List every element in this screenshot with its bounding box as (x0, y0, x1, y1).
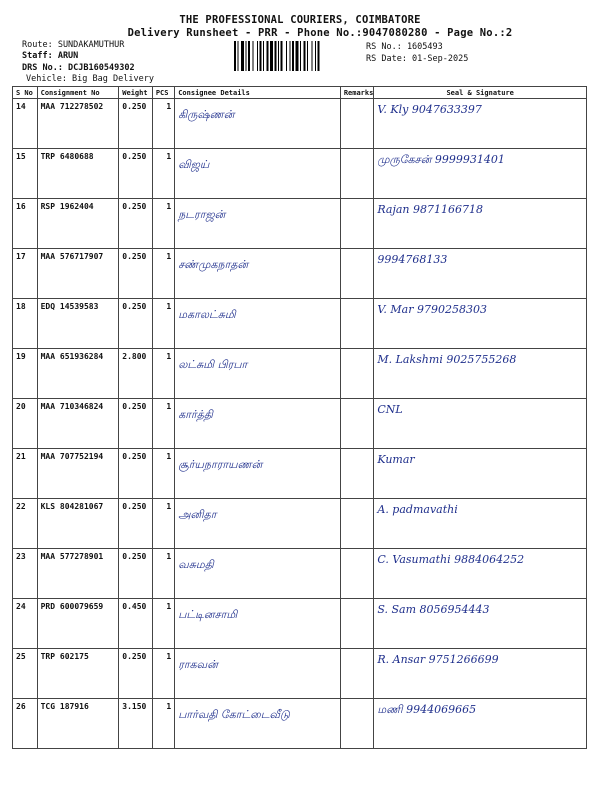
cell-weight: 0.250 (119, 499, 153, 549)
table-row (13, 449, 587, 499)
cell-consignment-no: MAA 577278901 (37, 549, 119, 599)
table-row (13, 399, 587, 449)
cell-pcs: 1 (152, 149, 174, 199)
cell-consignee-name: பட்டினசாமி (175, 599, 341, 649)
table-row (13, 99, 587, 149)
cell-pcs: 1 (152, 699, 174, 749)
cell-signature: V. Kly 9047633397 (374, 99, 587, 149)
cell-sno: 23 (13, 549, 38, 599)
cell-remarks (340, 299, 374, 349)
cell-remarks (340, 699, 374, 749)
cell-consignee-name: சண்முகநாதன் (175, 249, 341, 299)
cell-consignee-name: ராகவன் (175, 649, 341, 699)
document-subtitle: Delivery Runsheet - PRR - Phone No.:9047080280 - Page No.:2 (127, 27, 513, 39)
cell-signature: 9994768133 (374, 249, 587, 299)
cell-consignment-no: RSP 1962404 (37, 199, 119, 249)
cell-pcs: 1 (152, 199, 174, 249)
cell-remarks (340, 149, 374, 199)
cell-remarks (340, 549, 374, 599)
cell-pcs: 1 (152, 99, 174, 149)
rs-date: RS Date: 01-Sep-2025 (366, 53, 469, 64)
cell-weight: 0.250 (119, 549, 153, 599)
cell-remarks (340, 349, 374, 399)
cell-remarks (340, 399, 374, 449)
cell-weight: 0.450 (119, 599, 153, 649)
cell-signature: C. Vasumathi 9884064252 (374, 549, 587, 599)
cell-consignment-no: TCG 187916 (37, 699, 119, 749)
cell-consignment-no: EDQ 14539583 (37, 299, 119, 349)
cell-pcs: 1 (152, 399, 174, 449)
cell-sno: 20 (13, 399, 38, 449)
cell-sno: 19 (13, 349, 38, 399)
cell-remarks (340, 649, 374, 699)
column-header-pcs: PCS (152, 87, 174, 99)
cell-weight: 0.250 (119, 149, 153, 199)
cell-pcs: 1 (152, 649, 174, 699)
table-row (13, 599, 587, 649)
runsheet-meta-right (366, 42, 468, 65)
cell-sno: 16 (13, 199, 38, 249)
runsheet-table (12, 86, 587, 749)
cell-signature: A. padmavathi (374, 499, 587, 549)
table-row (13, 249, 587, 299)
cell-pcs: 1 (152, 599, 174, 649)
column-header-remarks: Remarks (340, 87, 374, 99)
cell-consignee-name: மகாலட்சுமி (175, 299, 341, 349)
cell-consignment-no: KLS 804281067 (37, 499, 119, 549)
cell-signature: CNL (374, 399, 587, 449)
cell-consignee-name: அனிதா (175, 499, 341, 549)
cell-remarks (340, 199, 374, 249)
column-header-weight: Weight (119, 87, 153, 99)
cell-consignment-no: MAA 576717907 (37, 249, 119, 299)
cell-sno: 15 (13, 149, 38, 199)
column-header-sno: S No (13, 87, 38, 99)
cell-remarks (340, 499, 374, 549)
cell-pcs: 1 (152, 249, 174, 299)
cell-sno: 21 (13, 449, 38, 499)
cell-weight: 0.250 (119, 99, 153, 149)
table-row (13, 349, 587, 399)
cell-sno: 26 (13, 699, 38, 749)
cell-consignee-name: நடராஜன் (175, 199, 341, 249)
cell-consignment-no: MAA 710346824 (37, 399, 119, 449)
cell-consignee-name: கிருஷ்ணன் (175, 99, 341, 149)
table-header-row (13, 87, 587, 99)
rs-number: RS No.: 1605493 (366, 42, 443, 52)
barcode (234, 41, 362, 71)
cell-pcs: 1 (152, 549, 174, 599)
cell-signature: Rajan 9871166718 (374, 199, 587, 249)
cell-consignment-no: TRP 6480688 (37, 149, 119, 199)
table-row (13, 149, 587, 199)
cell-consignee-name: பார்வதி கோட்டைவீடு (175, 699, 341, 749)
cell-consignee-name: விஜய் (175, 149, 341, 199)
cell-consignment-no: TRP 602175 (37, 649, 119, 699)
cell-consignment-no: MAA 707752194 (37, 449, 119, 499)
cell-consignment-no: PRD 600079659 (37, 599, 119, 649)
cell-pcs: 1 (152, 499, 174, 549)
cell-signature: S. Sam 8056954443 (374, 599, 587, 649)
table-row (13, 699, 587, 749)
cell-sno: 14 (13, 99, 38, 149)
route-label: Route: SUNDAKAMUTHUR (22, 40, 125, 50)
cell-weight: 0.250 (119, 249, 153, 299)
table-row (13, 199, 587, 249)
runsheet-meta-left (22, 40, 135, 74)
drs-number: DRS No.: DCJB160549302 (22, 62, 135, 73)
cell-consignee-name: சூர்யநாராயணன் (175, 449, 341, 499)
column-header-consignee: Consignee Details (175, 87, 341, 99)
cell-consignment-no: MAA 651936284 (37, 349, 119, 399)
column-header-seal: Seal & Signature (374, 87, 587, 99)
cell-sno: 18 (13, 299, 38, 349)
cell-pcs: 1 (152, 449, 174, 499)
cell-sno: 24 (13, 599, 38, 649)
cell-consignee-name: வசுமதி (175, 549, 341, 599)
table-row (13, 499, 587, 549)
cell-remarks (340, 599, 374, 649)
cell-sno: 22 (13, 499, 38, 549)
cell-remarks (340, 449, 374, 499)
cell-sno: 17 (13, 249, 38, 299)
cell-weight: 2.800 (119, 349, 153, 399)
cell-weight: 0.250 (119, 299, 153, 349)
cell-signature: மணி 9944069665 (374, 699, 587, 749)
cell-consignee-name: லட்சுமி பிரபா (175, 349, 341, 399)
cell-weight: 0.250 (119, 649, 153, 699)
cell-weight: 0.250 (119, 399, 153, 449)
cell-weight: 0.250 (119, 199, 153, 249)
cell-signature: முருகேசன் 9999931401 (374, 149, 587, 199)
staff-label: Staff: ARUN (22, 51, 79, 62)
table-row (13, 649, 587, 699)
cell-remarks (340, 249, 374, 299)
cell-sno: 25 (13, 649, 38, 699)
cell-signature: Kumar (374, 449, 587, 499)
document-title: THE PROFESSIONAL COURIERS, COIMBATORE (179, 14, 421, 26)
cell-consignee-name: கார்த்தி (175, 399, 341, 449)
cell-consignment-no: MAA 712278502 (37, 99, 119, 149)
cell-signature: M. Lakshmi 9025755268 (374, 349, 587, 399)
vehicle-label: Vehicle: Big Bag Delivery (26, 74, 154, 84)
cell-pcs: 1 (152, 299, 174, 349)
cell-weight: 0.250 (119, 449, 153, 499)
cell-signature: V. Mar 9790258303 (374, 299, 587, 349)
cell-remarks (340, 99, 374, 149)
table-row (13, 549, 587, 599)
cell-weight: 3.150 (119, 699, 153, 749)
table-row (13, 299, 587, 349)
cell-signature: R. Ansar 9751266699 (374, 649, 587, 699)
column-header-consignment: Consignment No (37, 87, 119, 99)
cell-pcs: 1 (152, 349, 174, 399)
